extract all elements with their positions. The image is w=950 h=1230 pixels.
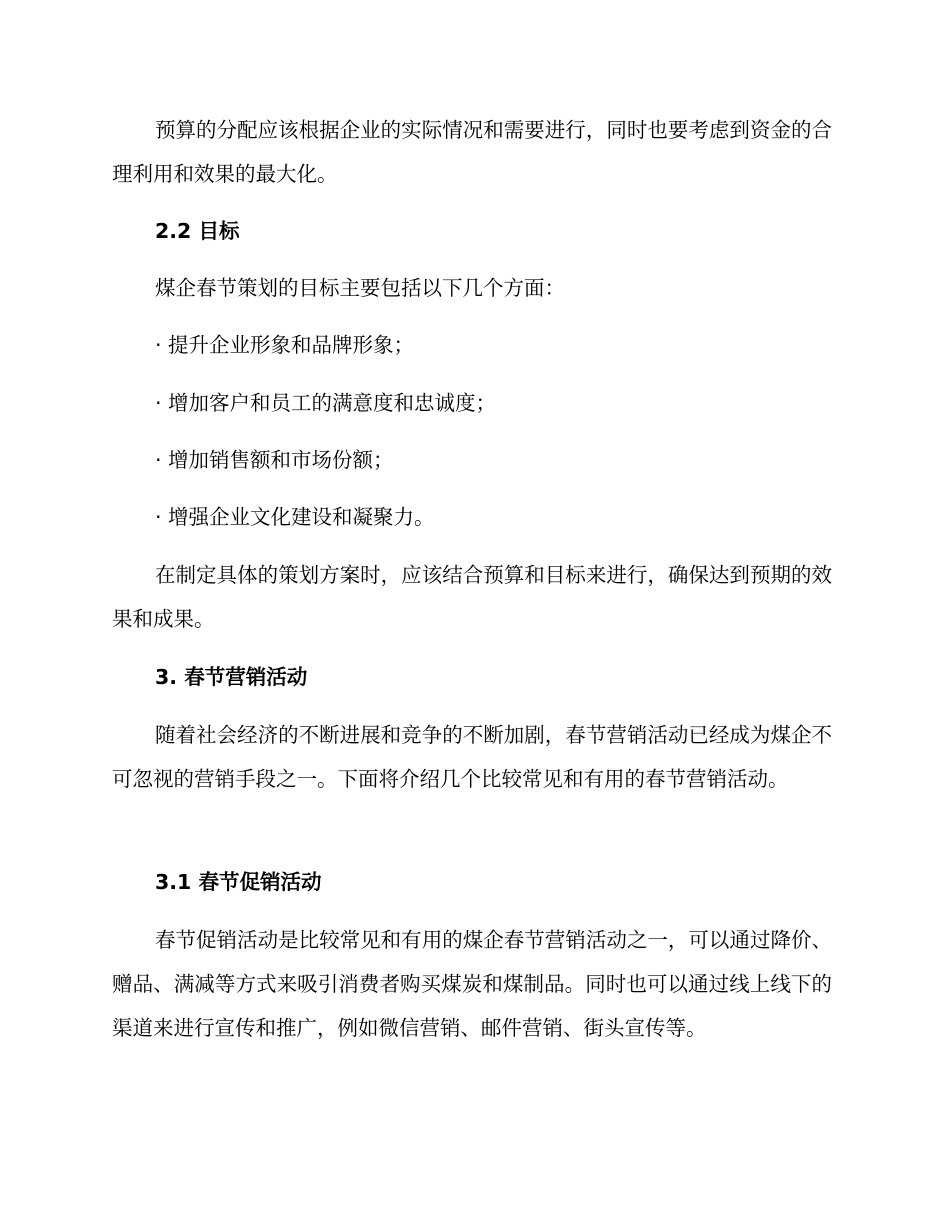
- section-heading-goals: 2.2 目标: [155, 219, 240, 243]
- goal-item: · 增加销售额和市场份额；: [155, 448, 394, 472]
- budget-paragraph: 预算的分配应该根据企业的实际情况和需要进行，同时也要考虑到资金的合理利用和效果的最大化。: [112, 118, 832, 186]
- goal-item: · 提升企业形象和品牌形象；: [155, 333, 415, 357]
- promotion-paragraph: 春节促销活动是比较常见和有用的煤企春节营销活动之一，可以通过降价、赠品、满减等方式来吸引消费者购买煤炭和煤制品。同时也可以通过线上线下的渠道来进行宣传和推广，例如微信营销、邮件营销、街头宣传等。: [112, 928, 832, 1040]
- section-heading-promotion: 3.1 春节促销活动: [155, 870, 322, 894]
- goal-item: · 增强企业文化建设和凝聚力。: [155, 505, 435, 529]
- goals-intro-paragraph: 煤企春节策划的目标主要包括以下几个方面：: [155, 276, 565, 300]
- marketing-intro-paragraph: 随着社会经济的不断进展和竞争的不断加剧，春节营销活动已经成为煤企不可忽视的营销手段之一。下面将介绍几个比较常见和有用的春节营销活动。: [112, 723, 832, 791]
- section-heading-marketing: 3. 春节营销活动: [155, 665, 308, 689]
- planning-paragraph: 在制定具体的策划方案时，应该结合预算和目标来进行，确保达到预期的效果和成果。: [112, 563, 832, 631]
- goal-item: · 增加客户和员工的满意度和忠诚度；: [155, 391, 497, 415]
